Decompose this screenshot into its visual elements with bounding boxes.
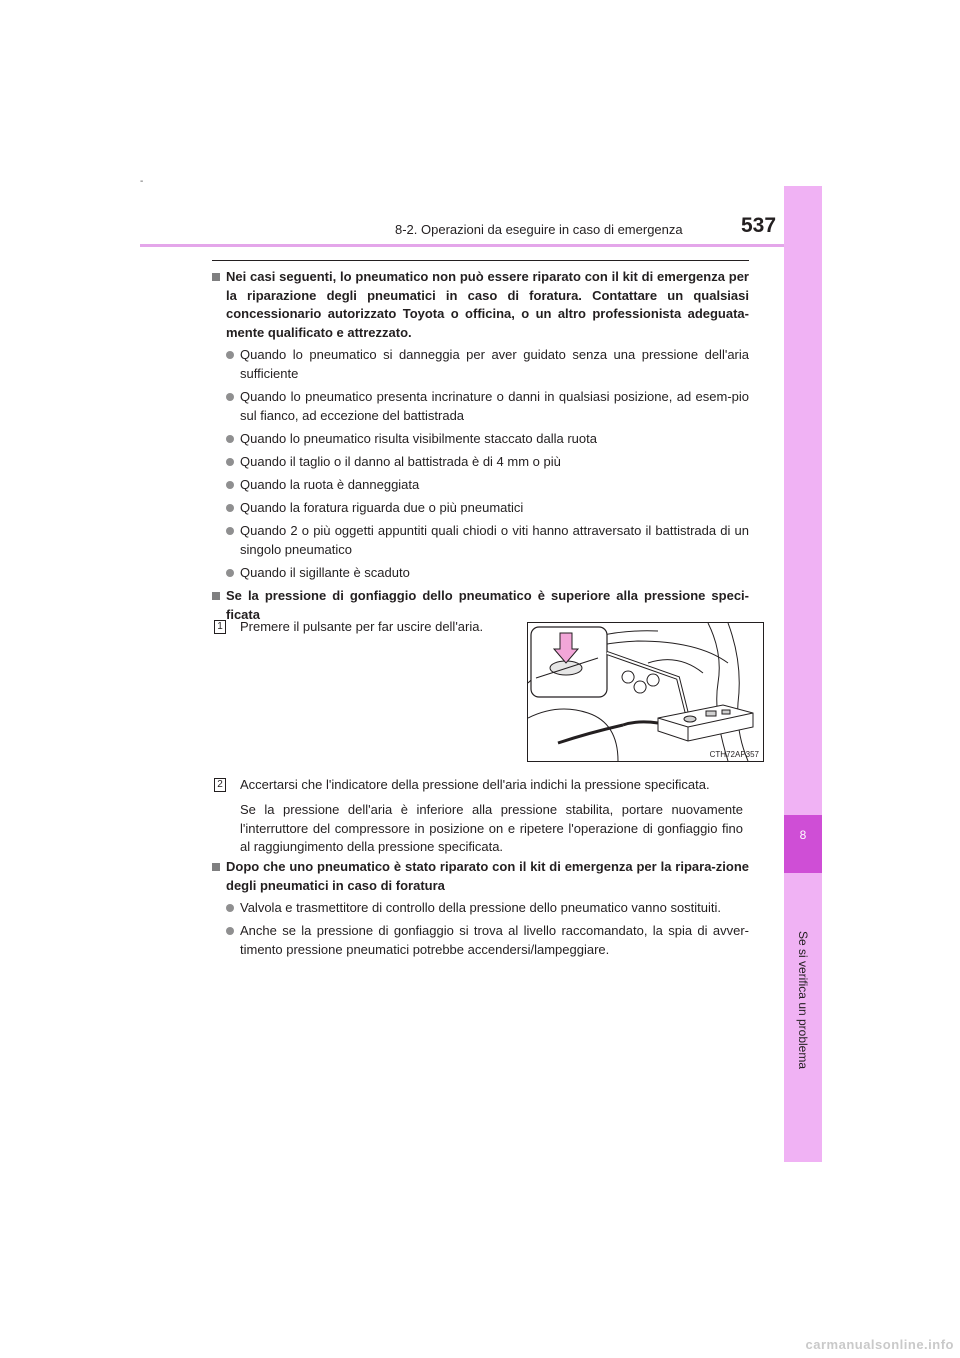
header-mark: - xyxy=(140,176,144,187)
round-bullet-icon xyxy=(226,569,234,577)
round-bullet-icon xyxy=(226,527,234,535)
figure-caption: CTH72AP357 xyxy=(709,750,759,759)
chapter-title: Se si verifica un problema xyxy=(796,930,810,1070)
step-2-badge: 2 xyxy=(214,778,226,792)
page-number: 537 xyxy=(741,214,777,237)
list-item: Quando lo pneumatico si danneggia per aver guidato senza una pressione dell'aria sufficiente xyxy=(212,346,749,383)
list-item: Quando la foratura riguarda due o più pneumatici xyxy=(212,499,749,518)
list-item: Anche se la pressione di gonfiaggio si trova al livello raccomandato, la spia di avver-timento pressione pneumatici potrebbe accendersi/lampeggiare. xyxy=(212,922,749,959)
list-item: Quando il sigillante è scaduto xyxy=(212,564,749,583)
round-bullet-icon xyxy=(226,351,234,359)
list-item: Quando 2 o più oggetti appuntiti quali chiodi o viti hanno attraversato il battistrada di un singolo pneumatico xyxy=(212,522,749,559)
square-bullet-icon xyxy=(212,592,220,600)
list-item: Quando il taglio o il danno al battistrada è di 4 mm o più xyxy=(212,453,749,472)
square-bullet-icon xyxy=(212,863,220,871)
heading-after-repair: Dopo che uno pneumatico è stato riparato con il kit di emergenza per la ripara-zione degli pneumatici in caso di foratura xyxy=(212,858,749,895)
content-top-rule xyxy=(212,260,749,261)
compressor-illustration xyxy=(528,623,763,761)
list-item: Quando lo pneumatico risulta visibilmente staccato dalla ruota xyxy=(212,430,749,449)
heading-pressure-too-high: Se la pressione di gonfiaggio dello pneumatico è superiore alla pressione speci-ficata xyxy=(212,587,749,624)
chapter-number: 8 xyxy=(799,828,807,842)
round-bullet-icon xyxy=(226,458,234,466)
header-divider xyxy=(140,244,822,247)
round-bullet-icon xyxy=(226,904,234,912)
round-bullet-icon xyxy=(226,393,234,401)
list-item: Valvola e trasmettitore di controllo della pressione dello pneumatico vanno sostituiti. xyxy=(212,899,749,918)
round-bullet-icon xyxy=(226,435,234,443)
list-item: Quando lo pneumatico presenta incrinature o danni in qualsiasi posizione, ad esem-pio sul fianco, ad eccezione del battistrada xyxy=(212,388,749,425)
content-block-1 xyxy=(212,268,749,628)
round-bullet-icon xyxy=(226,481,234,489)
round-bullet-icon xyxy=(226,504,234,512)
round-bullet-icon xyxy=(226,927,234,935)
square-bullet-icon xyxy=(212,273,220,281)
watermark-logo: carmanualsonline.info xyxy=(805,1337,954,1352)
compressor-figure xyxy=(527,622,764,762)
heading-not-repairable: Nei casi seguenti, lo pneumatico non può essere riparato con il kit di emergenza per la riparazione degli pneumatici in caso di foratura. Contattare un qualsiasi concessionario autorizzato Toyota o officina, o un altro professionista adeguata-mente qualificato e attrezzato. xyxy=(212,268,749,342)
step-2-text: Accertarsi che l'indicatore della pressione dell'aria indichi la pressione specificata. xyxy=(240,777,710,792)
section-title: 8-2. Operazioni da eseguire in caso di emergenza xyxy=(395,222,683,237)
step-1-text: Premere il pulsante per far uscire dell'aria. xyxy=(240,619,484,634)
content-block-3 xyxy=(212,858,749,964)
step-2-note: Se la pressione dell'aria è inferiore alla pressione stabilita, portare nuovamente l'interruttore del compressore in posizione on e ripetere l'operazione di gonfiaggio fino al raggiungimento della pressione specificata. xyxy=(240,802,743,855)
chapter-number-tab xyxy=(784,815,822,873)
list-item: Quando la ruota è danneggiata xyxy=(212,476,749,495)
step-1-badge: 1 xyxy=(214,620,226,634)
